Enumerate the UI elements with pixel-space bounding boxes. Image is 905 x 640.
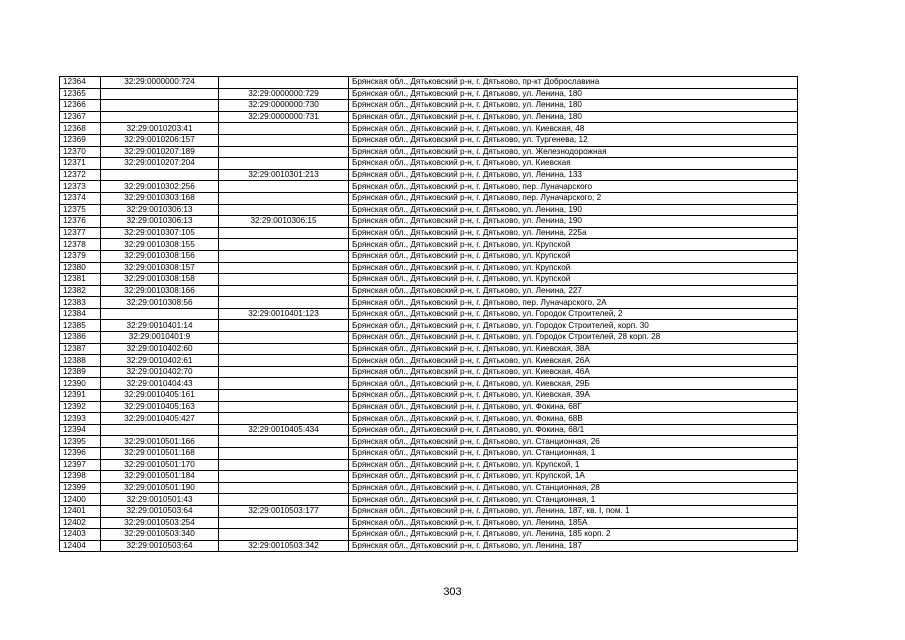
address-cell: Брянская обл., Дятьковский р-н, г. Дятьково, пер. Луначарского, 2 <box>349 192 798 204</box>
address-cell: Брянская обл., Дятьковский р-н, г. Дятьково, ул. Ленина, 185 корп. 2 <box>349 529 798 541</box>
parcel-number-cell <box>101 111 219 123</box>
parcel-number-cell: 32:29:0010306:13 <box>101 216 219 228</box>
parcel-number-cell <box>101 424 219 436</box>
address-cell: Брянская обл., Дятьковский р-н, г. Дятьково, ул. Ленина, 227 <box>349 285 798 297</box>
table-row <box>60 274 798 286</box>
object-number-cell <box>219 413 349 425</box>
parcel-number-cell: 32:29:0010402:70 <box>101 366 219 378</box>
table-row <box>60 88 798 100</box>
parcel-number-cell: 32:29:0010308:156 <box>101 250 219 262</box>
row-number-cell: 12373 <box>60 181 101 193</box>
parcel-number-cell <box>101 100 219 112</box>
parcel-number-cell: 32:29:0010501:184 <box>101 471 219 483</box>
table-row <box>60 390 798 402</box>
parcel-number-cell: 32:29:0010503:64 <box>101 540 219 552</box>
row-number-cell: 12386 <box>60 332 101 344</box>
parcel-number-cell: 32:29:0010405:163 <box>101 401 219 413</box>
object-number-cell <box>219 343 349 355</box>
table-row <box>60 505 798 517</box>
row-number-cell: 12400 <box>60 494 101 506</box>
table-row <box>60 540 798 552</box>
address-cell: Брянская обл., Дятьковский р-н, г. Дятьково, ул. Крупской, 1А <box>349 471 798 483</box>
object-number-cell <box>219 158 349 170</box>
object-number-cell <box>219 471 349 483</box>
address-cell: Брянская обл., Дятьковский р-н, г. Дятьково, ул. Городок Строителей, корп. 30 <box>349 320 798 332</box>
address-cell: Брянская обл., Дятьковский р-н, г. Дятьково, ул. Ленина, 180 <box>349 100 798 112</box>
parcel-number-cell: 32:29:0010501:43 <box>101 494 219 506</box>
table-row <box>60 332 798 344</box>
row-number-cell: 12402 <box>60 517 101 529</box>
parcel-number-cell: 32:29:0000000:724 <box>101 77 219 89</box>
address-cell: Брянская обл., Дятьковский р-н, г. Дятьково, ул. Ленина, 133 <box>349 169 798 181</box>
object-number-cell <box>219 448 349 460</box>
table-row <box>60 517 798 529</box>
object-number-cell <box>219 529 349 541</box>
parcel-number-cell: 32:29:0010203:41 <box>101 123 219 135</box>
row-number-cell: 12384 <box>60 308 101 320</box>
table-row <box>60 297 798 309</box>
parcel-number-cell <box>101 169 219 181</box>
cadastral-table <box>59 76 798 552</box>
table-row <box>60 77 798 89</box>
object-number-cell: 32:29:0010301:213 <box>219 169 349 181</box>
object-number-cell <box>219 77 349 89</box>
parcel-number-cell <box>101 88 219 100</box>
table-row <box>60 308 798 320</box>
object-number-cell <box>219 250 349 262</box>
row-number-cell: 12380 <box>60 262 101 274</box>
address-cell: Брянская обл., Дятьковский р-н, г. Дятьково, ул. Крупской <box>349 250 798 262</box>
object-number-cell <box>219 239 349 251</box>
page-number: 303 <box>443 586 462 598</box>
address-cell: Брянская обл., Дятьковский р-н, г. Дятьково, ул. Киевская, 48 <box>349 123 798 135</box>
parcel-number-cell: 32:29:0010206:157 <box>101 134 219 146</box>
table-row <box>60 192 798 204</box>
parcel-number-cell: 32:29:0010308:157 <box>101 262 219 274</box>
parcel-number-cell: 32:29:0010207:189 <box>101 146 219 158</box>
row-number-cell: 12367 <box>60 111 101 123</box>
table-row <box>60 401 798 413</box>
row-number-cell: 12371 <box>60 158 101 170</box>
address-cell: Брянская обл., Дятьковский р-н, г. Дятьково, ул. Крупской, 1 <box>349 459 798 471</box>
table-row <box>60 181 798 193</box>
table-row <box>60 494 798 506</box>
address-cell: Брянская обл., Дятьковский р-н, г. Дятьково, ул. Станционная, 1 <box>349 494 798 506</box>
parcel-number-cell: 32:29:0010503:64 <box>101 505 219 517</box>
cadastral-table-body <box>60 77 798 552</box>
table-row <box>60 413 798 425</box>
address-cell: Брянская обл., Дятьковский р-н, г. Дятьково, ул. Ленина, 180 <box>349 111 798 123</box>
object-number-cell <box>219 436 349 448</box>
object-number-cell: 32:29:0010401:123 <box>219 308 349 320</box>
parcel-number-cell: 32:29:0010207:204 <box>101 158 219 170</box>
object-number-cell <box>219 262 349 274</box>
row-number-cell: 12370 <box>60 146 101 158</box>
parcel-number-cell: 32:29:0010405:427 <box>101 413 219 425</box>
row-number-cell: 12364 <box>60 77 101 89</box>
address-cell: Брянская обл., Дятьковский р-н, г. Дятьково, ул. Станционная, 1 <box>349 448 798 460</box>
parcel-number-cell: 32:29:0010302:256 <box>101 181 219 193</box>
object-number-cell: 32:29:0000000:730 <box>219 100 349 112</box>
object-number-cell <box>219 192 349 204</box>
address-cell: Брянская обл., Дятьковский р-н, г. Дятьково, ул. Железнодорожная <box>349 146 798 158</box>
row-number-cell: 12391 <box>60 390 101 402</box>
table-row <box>60 366 798 378</box>
parcel-number-cell <box>101 308 219 320</box>
object-number-cell <box>219 482 349 494</box>
row-number-cell: 12404 <box>60 540 101 552</box>
table-row <box>60 146 798 158</box>
address-cell: Брянская обл., Дятьковский р-н, г. Дятьково, ул. Киевская, 46А <box>349 366 798 378</box>
table-row <box>60 448 798 460</box>
parcel-number-cell: 32:29:0010306:13 <box>101 204 219 216</box>
object-number-cell <box>219 494 349 506</box>
object-number-cell: 32:29:0000000:729 <box>219 88 349 100</box>
parcel-number-cell: 32:29:0010308:155 <box>101 239 219 251</box>
address-cell: Брянская обл., Дятьковский р-н, г. Дятьково, ул. Городок Строителей, 28 корп. 28 <box>349 332 798 344</box>
row-number-cell: 12387 <box>60 343 101 355</box>
row-number-cell: 12389 <box>60 366 101 378</box>
address-cell: Брянская обл., Дятьковский р-н, г. Дятьково, ул. Ленина, 190 <box>349 204 798 216</box>
row-number-cell: 12399 <box>60 482 101 494</box>
object-number-cell <box>219 227 349 239</box>
object-number-cell <box>219 355 349 367</box>
address-cell: Брянская обл., Дятьковский р-н, г. Дятьково, ул. Ленина, 187, кв. I, пом. 1 <box>349 505 798 517</box>
row-number-cell: 12382 <box>60 285 101 297</box>
table-row <box>60 355 798 367</box>
table-row <box>60 424 798 436</box>
table-row <box>60 239 798 251</box>
address-cell: Брянская обл., Дятьковский р-н, г. Дятьково, ул. Городок Строителей, 2 <box>349 308 798 320</box>
address-cell: Брянская обл., Дятьковский р-н, г. Дятьково, ул. Крупской <box>349 262 798 274</box>
object-number-cell <box>219 390 349 402</box>
parcel-number-cell: 32:29:0010404:43 <box>101 378 219 390</box>
address-cell: Брянская обл., Дятьковский р-н, г. Дятьково, ул. Ленина, 187 <box>349 540 798 552</box>
address-cell: Брянская обл., Дятьковский р-н, г. Дятьково, ул. Киевская, 26А <box>349 355 798 367</box>
address-cell: Брянская обл., Дятьковский р-н, г. Дятьково, ул. Станционная, 26 <box>349 436 798 448</box>
table-row <box>60 262 798 274</box>
table-row <box>60 134 798 146</box>
object-number-cell <box>219 459 349 471</box>
object-number-cell <box>219 123 349 135</box>
parcel-number-cell: 32:29:0010402:60 <box>101 343 219 355</box>
address-cell: Брянская обл., Дятьковский р-н, г. Дятьково, ул. Фокина, 68Г <box>349 401 798 413</box>
table-row <box>60 158 798 170</box>
object-number-cell <box>219 274 349 286</box>
address-cell: Брянская обл., Дятьковский р-н, г. Дятьково, ул. Киевская, 38А <box>349 343 798 355</box>
table-row <box>60 285 798 297</box>
parcel-number-cell: 32:29:0010402:61 <box>101 355 219 367</box>
object-number-cell <box>219 181 349 193</box>
address-cell: Брянская обл., Дятьковский р-н, г. Дятьково, ул. Киевская, 39А <box>349 390 798 402</box>
parcel-number-cell: 32:29:0010308:166 <box>101 285 219 297</box>
table-row <box>60 343 798 355</box>
address-cell: Брянская обл., Дятьковский р-н, г. Дятьково, ул. Ленина, 190 <box>349 216 798 228</box>
address-cell: Брянская обл., Дятьковский р-н, г. Дятьково, пер. Луначарского <box>349 181 798 193</box>
row-number-cell: 12366 <box>60 100 101 112</box>
object-number-cell: 32:29:0000000:731 <box>219 111 349 123</box>
table-row <box>60 100 798 112</box>
table-row <box>60 320 798 332</box>
object-number-cell <box>219 204 349 216</box>
row-number-cell: 12378 <box>60 239 101 251</box>
address-cell: Брянская обл., Дятьковский р-н, г. Дятьково, ул. Киевская, 29Б <box>349 378 798 390</box>
row-number-cell: 12388 <box>60 355 101 367</box>
address-cell: Брянская обл., Дятьковский р-н, г. Дятьково, ул. Киевская <box>349 158 798 170</box>
object-number-cell <box>219 378 349 390</box>
parcel-number-cell: 32:29:0010503:340 <box>101 529 219 541</box>
table-row <box>60 471 798 483</box>
parcel-number-cell: 32:29:0010501:166 <box>101 436 219 448</box>
row-number-cell: 12398 <box>60 471 101 483</box>
row-number-cell: 12401 <box>60 505 101 517</box>
address-cell: Брянская обл., Дятьковский р-н, г. Дятьково, пер. Луначарского, 2А <box>349 297 798 309</box>
row-number-cell: 12383 <box>60 297 101 309</box>
row-number-cell: 12365 <box>60 88 101 100</box>
table-row <box>60 378 798 390</box>
row-number-cell: 12379 <box>60 250 101 262</box>
row-number-cell: 12403 <box>60 529 101 541</box>
address-cell: Брянская обл., Дятьковский р-н, г. Дятьково, ул. Ленина, 225а <box>349 227 798 239</box>
address-cell: Брянская обл., Дятьковский р-н, г. Дятьково, ул. Ленина, 180 <box>349 88 798 100</box>
object-number-cell <box>219 146 349 158</box>
row-number-cell: 12392 <box>60 401 101 413</box>
row-number-cell: 12369 <box>60 134 101 146</box>
address-cell: Брянская обл., Дятьковский р-н, г. Дятьково, ул. Тургенева, 12 <box>349 134 798 146</box>
row-number-cell: 12397 <box>60 459 101 471</box>
address-cell: Брянская обл., Дятьковский р-н, г. Дятьково, ул. Фокина, 68/1 <box>349 424 798 436</box>
row-number-cell: 12390 <box>60 378 101 390</box>
address-cell: Брянская обл., Дятьковский р-н, г. Дятьково, ул. Станционная, 28 <box>349 482 798 494</box>
row-number-cell: 12372 <box>60 169 101 181</box>
row-number-cell: 12395 <box>60 436 101 448</box>
row-number-cell: 12385 <box>60 320 101 332</box>
parcel-number-cell: 32:29:0010501:170 <box>101 459 219 471</box>
row-number-cell: 12394 <box>60 424 101 436</box>
table-row <box>60 169 798 181</box>
table-row <box>60 250 798 262</box>
parcel-number-cell: 32:29:0010307:105 <box>101 227 219 239</box>
object-number-cell <box>219 297 349 309</box>
object-number-cell: 32:29:0010306:15 <box>219 216 349 228</box>
object-number-cell <box>219 332 349 344</box>
row-number-cell: 12368 <box>60 123 101 135</box>
address-cell: Брянская обл., Дятьковский р-н, г. Дятьково, пр-кт Доброславина <box>349 77 798 89</box>
parcel-number-cell: 32:29:0010308:158 <box>101 274 219 286</box>
table-row <box>60 482 798 494</box>
table-row <box>60 111 798 123</box>
parcel-number-cell: 32:29:0010303:168 <box>101 192 219 204</box>
parcel-number-cell: 32:29:0010405:161 <box>101 390 219 402</box>
table-row <box>60 204 798 216</box>
row-number-cell: 12377 <box>60 227 101 239</box>
parcel-number-cell: 32:29:0010501:168 <box>101 448 219 460</box>
address-cell: Брянская обл., Дятьковский р-н, г. Дятьково, ул. Крупской <box>349 239 798 251</box>
object-number-cell: 32:29:0010503:342 <box>219 540 349 552</box>
parcel-number-cell: 32:29:0010501:190 <box>101 482 219 494</box>
row-number-cell: 12396 <box>60 448 101 460</box>
table-row <box>60 436 798 448</box>
address-cell: Брянская обл., Дятьковский р-н, г. Дятьково, ул. Фокина, 68В <box>349 413 798 425</box>
table-row <box>60 459 798 471</box>
table-row <box>60 529 798 541</box>
object-number-cell: 32:29:0010503:177 <box>219 505 349 517</box>
row-number-cell: 12381 <box>60 274 101 286</box>
object-number-cell: 32:29:0010405:434 <box>219 424 349 436</box>
object-number-cell <box>219 285 349 297</box>
object-number-cell <box>219 401 349 413</box>
object-number-cell <box>219 134 349 146</box>
table-row <box>60 227 798 239</box>
row-number-cell: 12376 <box>60 216 101 228</box>
table-row <box>60 123 798 135</box>
row-number-cell: 12375 <box>60 204 101 216</box>
row-number-cell: 12374 <box>60 192 101 204</box>
address-cell: Брянская обл., Дятьковский р-н, г. Дятьково, ул. Ленина, 185А <box>349 517 798 529</box>
object-number-cell <box>219 320 349 332</box>
row-number-cell: 12393 <box>60 413 101 425</box>
address-cell: Брянская обл., Дятьковский р-н, г. Дятьково, ул. Крупской <box>349 274 798 286</box>
parcel-number-cell: 32:29:0010503:254 <box>101 517 219 529</box>
table-row <box>60 216 798 228</box>
parcel-number-cell: 32:29:0010401:9 <box>101 332 219 344</box>
parcel-number-cell: 32:29:0010401:14 <box>101 320 219 332</box>
object-number-cell <box>219 517 349 529</box>
object-number-cell <box>219 366 349 378</box>
parcel-number-cell: 32:29:0010308:56 <box>101 297 219 309</box>
